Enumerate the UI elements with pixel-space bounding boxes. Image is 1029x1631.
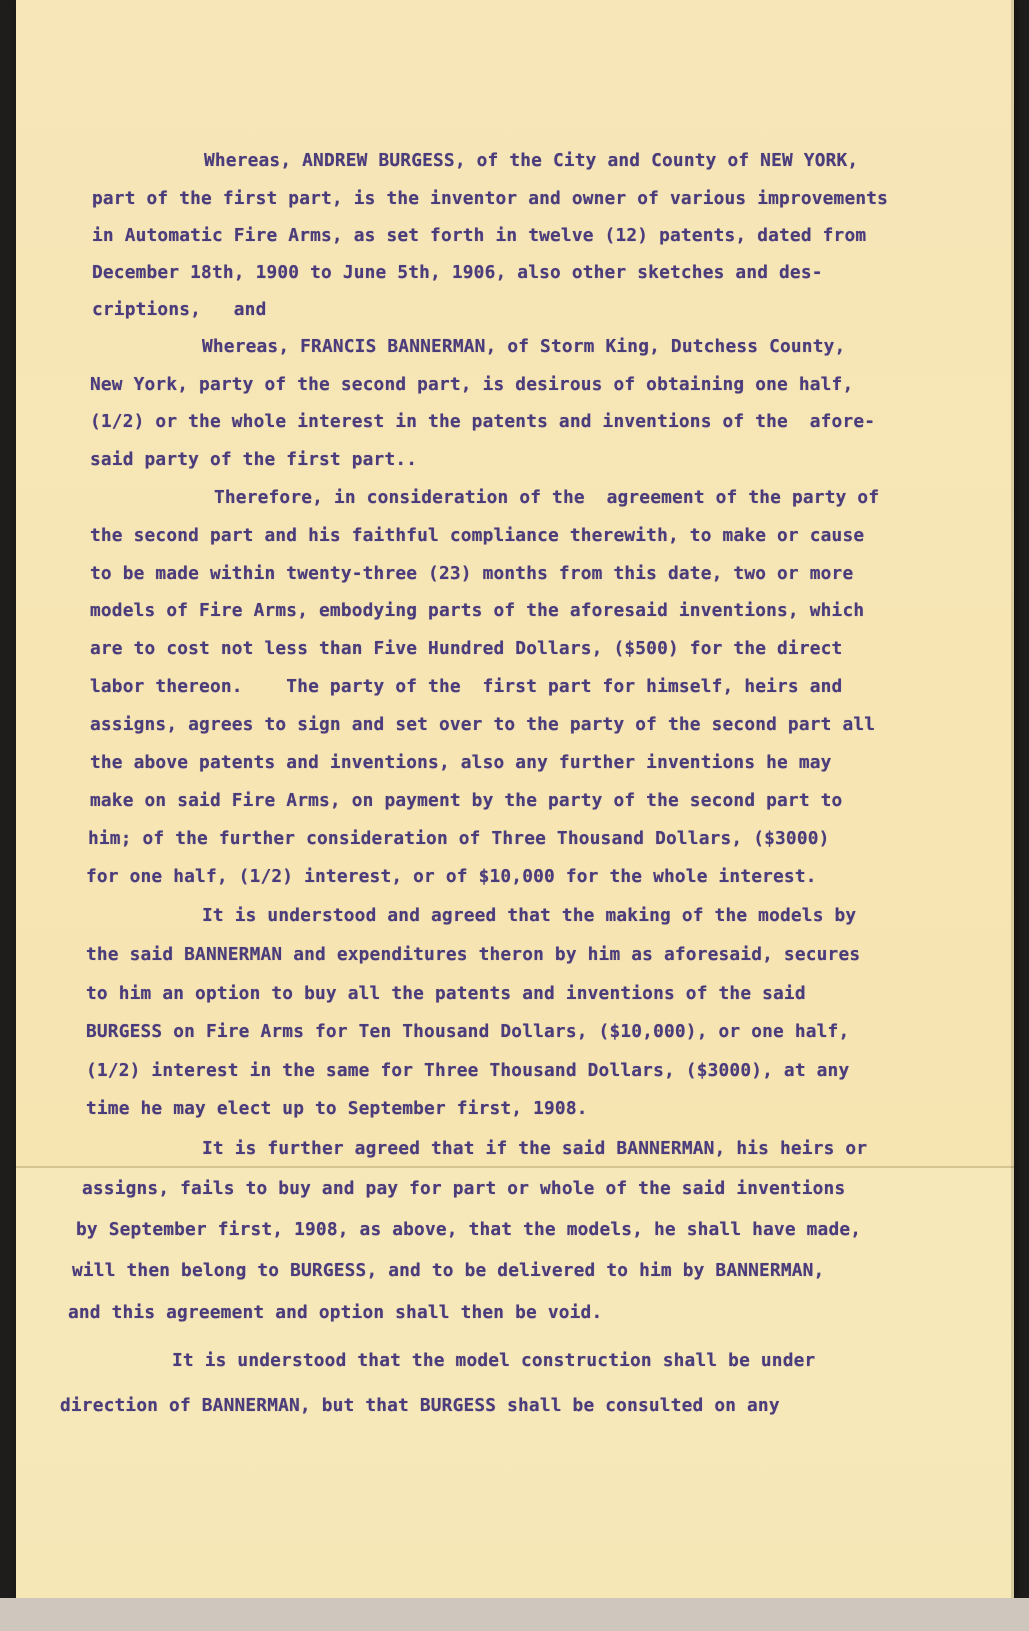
text-line: labor thereon. The party of the first part for himself, heirs and bbox=[90, 676, 843, 697]
text-line: part of the first part, is the inventor and owner of various improvements bbox=[92, 188, 889, 209]
paper-fold-line bbox=[16, 1166, 1014, 1168]
text-line: the said BANNERMAN and expenditures theron by him as aforesaid, secures bbox=[86, 944, 861, 965]
text-line: are to cost not less than Five Hundred Dollars, ($500) for the direct bbox=[90, 638, 843, 659]
text-line: December 18th, 1900 to June 5th, 1906, also other sketches and des- bbox=[92, 262, 823, 283]
text-line: Therefore, in consideration of the agreement of the party of bbox=[214, 487, 880, 508]
page-edge bbox=[1011, 0, 1014, 1600]
text-line: the second part and his faithful compliance therewith, to make or cause bbox=[90, 525, 865, 546]
text-line: BURGESS on Fire Arms for Ten Thousand Dollars, ($10,000), or one half, bbox=[86, 1021, 850, 1042]
text-line: to be made within twenty-three (23) months from this date, two or more bbox=[90, 563, 854, 584]
desk-surface bbox=[0, 1598, 1029, 1631]
text-line: the above patents and inventions, also any further inventions he may bbox=[90, 752, 832, 773]
text-line: said party of the first part.. bbox=[90, 449, 418, 470]
text-line: to him an option to buy all the patents and inventions of the said bbox=[86, 983, 806, 1004]
text-line: and this agreement and option shall then be void. bbox=[68, 1302, 603, 1323]
text-line: assigns, fails to buy and pay for part or whole of the said inventions bbox=[82, 1178, 846, 1199]
text-line: him; of the further consideration of Three Thousand Dollars, ($3000) bbox=[88, 828, 830, 849]
text-line: It is understood and agreed that the making of the models by bbox=[202, 905, 857, 926]
text-line: time he may elect up to September first, 1908. bbox=[86, 1098, 588, 1119]
text-line: for one half, (1/2) interest, or of $10,000 for the whole interest. bbox=[86, 866, 817, 887]
text-line: in Automatic Fire Arms, as set forth in twelve (12) patents, dated from bbox=[92, 225, 867, 246]
text-line: criptions, and bbox=[92, 299, 267, 320]
text-line: make on said Fire Arms, on payment by the party of the second part to bbox=[90, 790, 843, 811]
text-line: Whereas, ANDREW BURGESS, of the City and County of NEW YORK, bbox=[204, 150, 859, 171]
text-line: will then belong to BURGESS, and to be delivered to him by BANNERMAN, bbox=[72, 1260, 825, 1281]
text-line: (1/2) or the whole interest in the patents and inventions of the afore- bbox=[90, 411, 876, 432]
text-line: It is further agreed that if the said BANNERMAN, his heirs or bbox=[202, 1138, 868, 1159]
text-line: direction of BANNERMAN, but that BURGESS shall be consulted on any bbox=[60, 1395, 780, 1416]
text-line: It is understood that the model construction shall be under bbox=[172, 1350, 816, 1371]
document-page bbox=[16, 0, 1014, 1600]
text-line: assigns, agrees to sign and set over to the party of the second part all bbox=[90, 714, 876, 735]
text-line: Whereas, FRANCIS BANNERMAN, of Storm King, Dutchess County, bbox=[202, 336, 846, 357]
text-line: (1/2) interest in the same for Three Thousand Dollars, ($3000), at any bbox=[86, 1060, 850, 1081]
text-line: New York, party of the second part, is desirous of obtaining one half, bbox=[90, 374, 854, 395]
text-line: by September first, 1908, as above, that the models, he shall have made, bbox=[76, 1219, 862, 1240]
text-line: models of Fire Arms, embodying parts of the aforesaid inventions, which bbox=[90, 600, 865, 621]
